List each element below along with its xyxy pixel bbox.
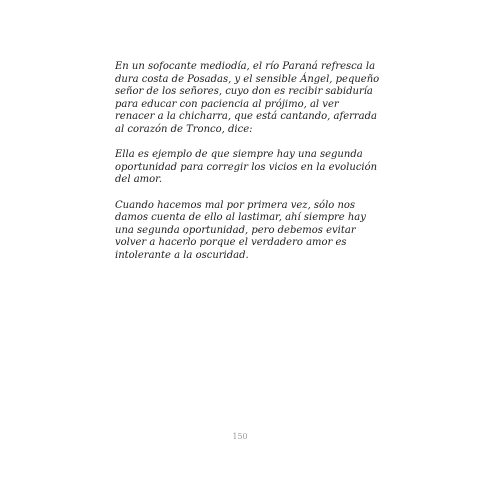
- text-line: al corazón de Tronco, dice:: [115, 123, 253, 135]
- text-line: dura costa de Posadas, y el sensible Ángel, pequeño: [115, 73, 380, 85]
- paragraph-2: [115, 149, 378, 187]
- text-line: para educar con paciencia al prójimo, al ver: [115, 98, 339, 110]
- body-text: [115, 61, 380, 275]
- text-line: renacer a la chicharra, que está cantando, aferrada: [115, 111, 377, 123]
- text-line: Cuando hacemos mal por primera vez, sólo nos: [115, 199, 356, 211]
- text-line: En un sofocante mediodía, el río Paraná refresca la: [115, 61, 376, 72]
- paragraph-3: [115, 200, 365, 263]
- text-line: oportunidad para corregir los vicios en la evolución: [115, 161, 378, 173]
- text-line: damos cuenta de ello al lastimar, ahí siempre hay: [115, 212, 366, 224]
- text-line: Ella es ejemplo de que siempre hay una segunda: [115, 149, 363, 161]
- text-line: intolerante a la oscuridad.: [115, 249, 249, 261]
- text-line: señor de los señores, cuyo don es recibir sabiduría: [115, 86, 373, 98]
- page-number: 150: [232, 432, 248, 441]
- text-line: del amor.: [115, 174, 163, 186]
- text-line: volver a hacerlo porque el verdadero amor es: [115, 237, 347, 249]
- paragraph-1: [115, 61, 380, 137]
- text-line: una segunda oportunidad, pero debemos evitar: [115, 224, 356, 236]
